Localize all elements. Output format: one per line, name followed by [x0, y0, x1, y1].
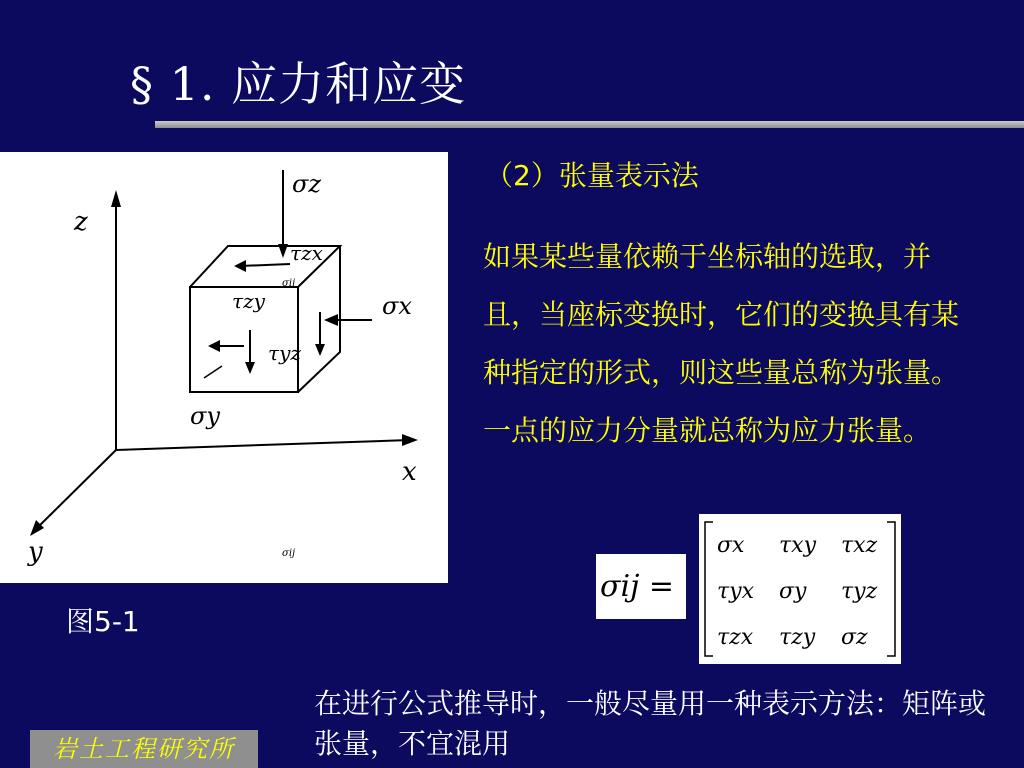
title-underline [155, 121, 1024, 128]
tensor-definition-paragraph: 如果某些量依赖于坐标轴的选取，并且，当座标变换时，它们的变换具有某种指定的形式，则这些量总称为张量。一点的应力分量就总称为应力张量。 [483, 240, 960, 447]
matrix-left-bracket [705, 522, 713, 656]
matrix-cell: σz [841, 625, 868, 650]
axis-z-label: z [74, 207, 88, 237]
tau-zx-label: τzx [290, 241, 323, 265]
x-axis [116, 440, 410, 450]
matrix-cell: τxy [779, 533, 817, 558]
stress-element-figure [0, 152, 448, 583]
z-axis-arrowhead [111, 190, 121, 207]
matrix-cell: τyx [717, 579, 755, 604]
tau-top-arrow [240, 264, 290, 266]
stress-element-drawing [0, 152, 448, 583]
tau-yz-label: τyz [268, 341, 301, 365]
matrix-cell: σy [779, 579, 807, 604]
front-diagonal-stroke [204, 366, 222, 378]
stress-tensor-matrix [699, 514, 901, 664]
sigma-z-label: σz [292, 170, 322, 198]
sigma-z-arrowhead [278, 244, 288, 258]
tau-top-arrowhead [234, 260, 246, 272]
matrix-cell: τxz [841, 533, 878, 558]
institute-badge: 岩土工程研究所 [30, 730, 258, 768]
matrix-cell: τzx [717, 625, 754, 650]
sigma-ij-small-bottom: σij [282, 548, 296, 559]
tau-zy-label: τzy [232, 289, 265, 313]
sigma-x-arrowhead [324, 314, 338, 326]
axis-y-label: y [28, 537, 43, 567]
sigma-y-label: σy [190, 402, 220, 430]
formula-lhs-box [596, 554, 686, 619]
figure-caption: 图5-1 [66, 605, 140, 638]
formula-lhs-text: σij = [600, 569, 675, 604]
y-axis [35, 450, 116, 530]
matrix-right-bracket [887, 522, 895, 656]
matrix-cell: σx [717, 533, 745, 558]
section-subheading: （2）张量表示法 [485, 159, 699, 192]
sigma-ij-small-top: σij [282, 278, 296, 289]
x-axis-arrowhead [402, 434, 418, 446]
tau-right-arrowhead [315, 344, 325, 356]
tau-front-horizontal-arrowhead [208, 340, 220, 352]
matrix-cell: τyz [841, 579, 878, 604]
matrix-cell: τzy [779, 625, 816, 650]
slide-title: § 1. 应力和应变 [130, 57, 467, 111]
sigma-x-label: σx [382, 292, 412, 320]
tau-front-vertical-arrowhead [245, 362, 255, 374]
bottom-note: 在进行公式推导时，一般尽量用一种表示方法：矩阵或张量，不宜混用 [314, 687, 987, 760]
axis-x-label: x [402, 457, 417, 487]
